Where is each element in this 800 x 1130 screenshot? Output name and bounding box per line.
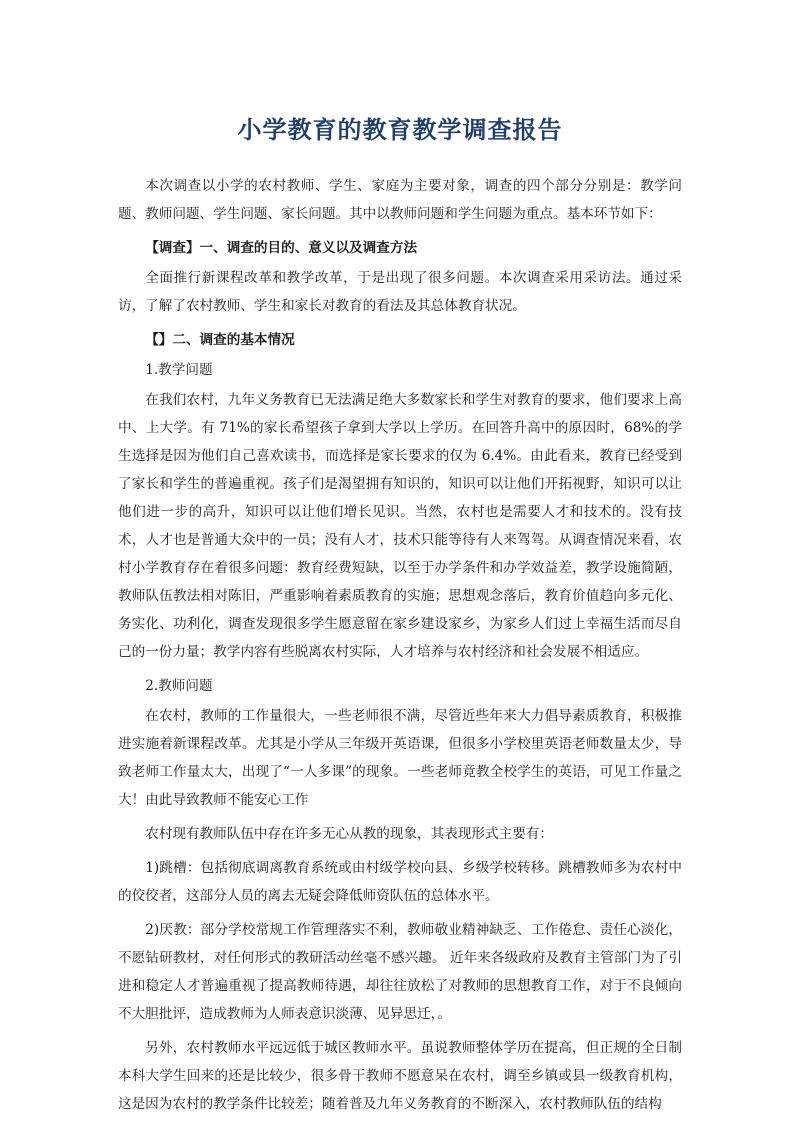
subsection2-paragraph-2: 农村现有教师队伍中存在许多无心从教的现象，其表现形式主要有：: [145, 826, 553, 842]
subsection1-paragraph: 在我们农村，九年义务教育已无法满足绝大多数家长和学生对教育的要求，他们要求上高中、上大学。有 71%的家长希望孩子拿到大学以上学历。在回答升高中的原因时，68%的学生选择是因为他们自己喜欢读书，而选择是家长要求的仅为 6.4%。由此看来，教育已经受到了家长和学生的普遍重视。孩子们是渴望拥有知识的，知识可以让他们开拓视野，知识可以让他们进一步的高升，知识可以让他们增长见识。当然，农村也是需要人才和技术的。没有技术，人才也是普通大众中的一员；没有人才，技术只能等待有人来驾驾。从调查情况来看，农村小学教育存在着很多问题：教育经费短缺，以至于办学条件和办学效益差，教学设施简陋，教师队伍教法相对陈旧，严重影响着素质教育的实施；思想观念落后，教育价值趋向多元化、务实化、功利化，调查发现很多学生愿意留在家乡建设家乡，为家乡人们过上幸福生活而尽自己的一份力量；教学内容有些脱离农村实际，人才培养与农村经济和社会发展不相适应。: [118, 392, 682, 660]
subsection2-paragraph: 在农村，教师的工作量很大，一些老师很不满，尽管近些年来大力倡导素质教育，积极推进实施着新课程改革。尤其是小学从三年级开英语课，但很多小学校里英语老师数量太少，导致老师工作量太大，出现了“一人多课”的现象。一些老师竟教全校学生的英语，可见工作量之大！由此导致教师不能安心工作: [118, 708, 682, 808]
section2-heading: 【】二、调查的基本情况: [145, 332, 295, 348]
section1-heading: 【调查】一、调查的目的、意义以及调查方法: [145, 240, 418, 256]
list-item-job-hopping: 1)跳槽：包括彻底调离教育系统或由村级学校向县、乡级学校转移。跳槽教师多为农村中的佼佼者，这部分人员的离去无疑会降低师资队伍的总体水平。: [118, 860, 682, 904]
closing-paragraph: 另外，农村教师水平远远低于城区教师水平。虽说教师整体学历在提高，但正规的全日制本科大学生回来的还是比较少，很多骨干教师不愿意呆在农村，调至乡镇或县一级教育机构，这是因为农村的教学条件比较差；随着普及九年义务教育的不断深入，农村教师队伍的结构: [118, 1040, 682, 1112]
document-page: [118, 112, 682, 1118]
subsection2-heading: 2.教师问题: [145, 678, 213, 694]
intro-paragraph: 本次调查以小学的农村教师、学生、家庭为主要对象，调查的四个部分分别是：教学问题、教师问题、学生问题、家长问题。其中以教师问题和学生问题为重点。基本环节如下：: [118, 178, 682, 222]
section1-paragraph: 全面推行新课程改革和教学改革，于是出现了很多问题。本次调查采用采访法。通过采访，了解了农村教师、学生和家长对教育的看法及其总体教育状况。: [118, 270, 682, 314]
subsection1-heading: 1.教学问题: [145, 362, 213, 378]
list-item-weariness: 2)厌教：部分学校常规工作管理落实不利，教师敬业精神缺乏、工作倦怠、责任心淡化，不愿钻研教材，对任何形式的教研活动丝毫不感兴趣。 近年来各级政府及教育主管部门为了引进和稳定人才普遍重视了提高教师待遇，却往往放松了对教师的思想教育工作，对于不良倾向不大胆批评，造成教师为人师表意识淡薄、见异思迁，。: [118, 922, 682, 1022]
document-title: 小学教育的教育教学调查报告: [237, 116, 563, 144]
